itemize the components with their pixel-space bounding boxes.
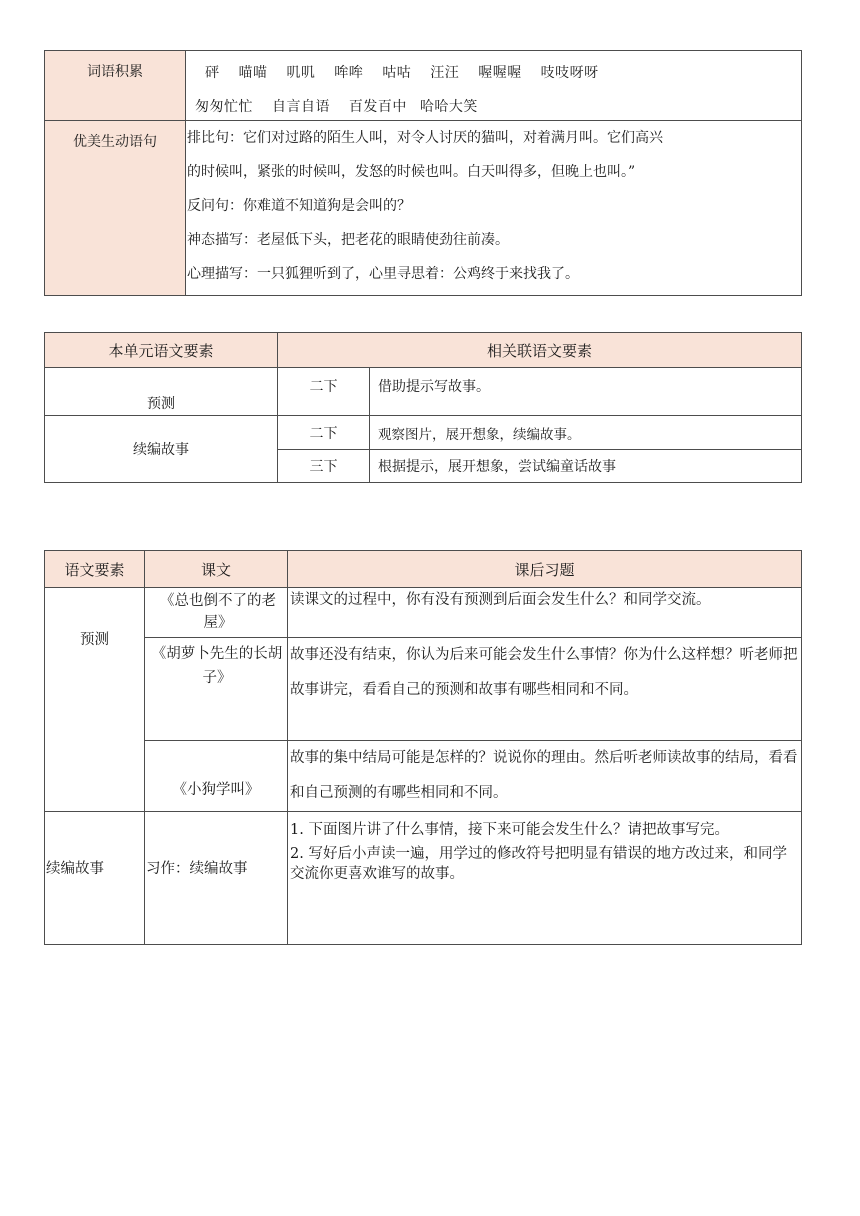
desc-cell: 借助提示写故事。 [370, 368, 802, 416]
element-cell: 预测 [45, 588, 145, 812]
exercise-cell: 故事的集中结局可能是怎样的？说说你的理由。然后听老师读故事的结局，看看和自己预测的有哪些相同和不同。 [288, 741, 802, 812]
vocab-idiom: 哈哈大笑 [419, 99, 478, 115]
header-exercise: 课后习题 [288, 551, 802, 588]
header-related-element: 相关联语文要素 [278, 333, 802, 368]
grade-cell: 二下 [278, 368, 370, 416]
sentence-line: 神态描写：老屋低下头，把老花的眼睛使劲往前凑。 [187, 232, 509, 248]
header-lesson: 课文 [145, 551, 288, 588]
lesson-cell: 《总也倒不了的老屋》 [145, 588, 288, 638]
vocab-line-2 [187, 95, 800, 119]
unit-elements-table [44, 332, 802, 483]
sentence-line: 反问句：你难道不知道狗是会叫的？ [187, 198, 411, 214]
unit-element-cell: 续编故事 [45, 416, 278, 483]
grade-cell: 三下 [278, 450, 370, 483]
vocab-line-1 [187, 61, 800, 85]
header-unit-element: 本单元语文要素 [45, 333, 278, 368]
exercise-cell: 故事还没有结束，你认为后来可能会发生什么事情？你为什么这样想？听老师把故事讲完，看看自己的预测和故事有哪些相同和不同。 [288, 638, 802, 741]
vocab-idiom: 匆匆忙忙 [195, 99, 253, 115]
element-cell: 续编故事 [45, 812, 145, 945]
exercise-item: 2. 写好后小声读一遍，用学过的修改符号把明显有错误的地方改过来，和同学交流你更喜欢谁写的故事。 [290, 846, 787, 882]
exercise-cell [288, 812, 802, 945]
lesson-cell: 《胡萝卜先生的长胡子》 [145, 638, 288, 741]
vocab-word: 砰 [205, 65, 220, 81]
header-element: 语文要素 [45, 551, 145, 588]
vocab-word: 喵喵 [238, 65, 268, 81]
sentence-line: 心理描写：一只狐狸听到了，心里寻思着：公鸡终于来找我了。 [187, 266, 579, 282]
lesson-cell: 《小狗学叫》 [145, 741, 288, 812]
vocabulary-table [44, 50, 802, 296]
sentence-line: 排比句：它们对过路的陌生人叫，对令人讨厌的猫叫，对着满月叫。它们高兴 [187, 130, 663, 146]
vocab-word: 喔喔喔 [478, 65, 522, 81]
exercises-table [44, 550, 802, 945]
vocab-word: 咕咕 [382, 65, 412, 81]
vocab-cell [186, 51, 802, 121]
exercise-cell: 读课文的过程中，你有没有预测到后面会发生什么？和同学交流。 [288, 588, 802, 638]
vocab-word: 吱吱呀呀 [540, 65, 599, 81]
sentences-cell [186, 121, 802, 296]
desc-cell: 根据提示，展开想象，尝试编童话故事 [370, 450, 802, 483]
vocab-word: 叽叽 [286, 65, 316, 81]
vocab-word: 哞哞 [334, 65, 364, 81]
sentences-label: 优美生动语句 [45, 121, 186, 296]
vocab-word: 汪汪 [430, 65, 460, 81]
desc-cell: 观察图片，展开想象，续编故事。 [370, 416, 802, 450]
vocab-label: 词语积累 [45, 51, 186, 121]
vocab-idiom: 自言自语 [271, 99, 330, 115]
sentence-line: 的时候叫，紧张的时候叫，发怒的时候也叫。白天叫得多，但晚上也叫。” [187, 164, 636, 180]
exercise-item: 1. 下面图片讲了什么事情，接下来可能会发生什么？请把故事写完。 [290, 822, 729, 838]
vocab-idiom: 百发百中 [348, 99, 407, 115]
grade-cell: 二下 [278, 416, 370, 450]
unit-element-cell: 预测 [45, 368, 278, 416]
lesson-cell: 习作：续编故事 [145, 812, 288, 945]
